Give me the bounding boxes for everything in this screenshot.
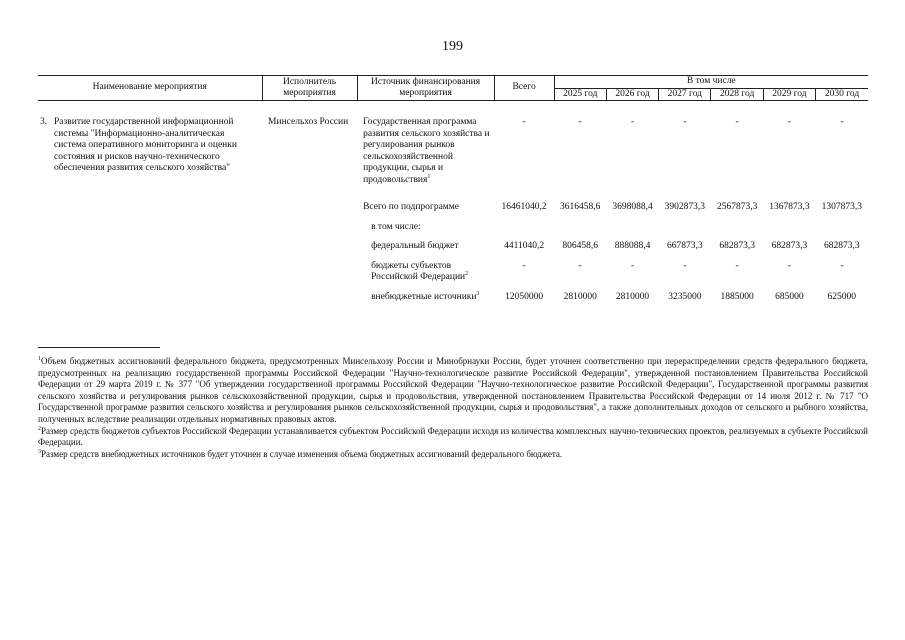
footnote-mark: 3 [38,448,41,455]
measure-year-value: - [630,117,635,127]
table-row-including [38,214,868,234]
table-header [38,76,868,101]
federal-year-value: 806458,6 [562,241,599,251]
regional-year-value: - [630,260,635,271]
footnote-mark: 2 [38,425,41,432]
federal-year-value: 682873,3 [771,241,808,251]
table-row-regional [38,253,868,284]
measure-index: 3. [40,117,48,127]
extrabudget-label-cell [357,284,494,304]
extrabudget-total: 12050000 [505,291,544,302]
header-total: Всего [494,76,554,101]
measure-name-cell [38,117,262,186]
footnote-text: Размер средств бюджетов субъектов Российской Федерации устанавливается субъектом Российской Федерации исходя из количества комплексных научно-технических проектов, реализуемых в субъекте Российской Федерации. [38,425,868,448]
regional-year-value: - [683,260,687,271]
table-row-extrabudget [38,284,868,304]
footnotes [38,356,868,460]
footnote-ref: 3 [476,290,480,297]
measure-year-value: - [735,117,739,127]
header-source: Источник финансирования мероприятия [357,76,494,101]
federal-total: 4411040,2 [504,241,545,251]
measure-name: Развитие государственной информационной системы "Информационно-аналитическая система оперативного мониторинга и оценки состояния и рисков научно-технического обеспечения развития сельского хозяйства" [54,117,237,173]
regional-year-value: - [840,260,844,271]
extrabudget-year-value: 2810000 [563,291,597,302]
regional-label-cell [357,253,494,284]
header-including: В том числе [554,76,868,89]
footnote-ref: 2 [465,270,469,277]
table-row-federal [38,233,868,253]
federal-year-value: 888088,4 [614,241,651,251]
subprogram-year-value: 3902873,3 [664,202,706,212]
extrabudget-year-value: 2810000 [615,291,650,302]
including-label: в том числе: [371,221,421,232]
header-year: 2029 год [763,88,815,101]
regional-year-value: - [787,260,792,271]
table-row-subprogram-total [38,186,868,214]
federal-label: федеральный бюджет [371,241,459,251]
table-body [38,101,868,304]
footnote-text: Размер средств внебюджетных источников будет уточнен в случае изменения объема бюджетных ассигнований федерального бюджета. [41,448,563,459]
measure-year-value: - [578,117,582,127]
table-row [38,117,868,186]
measure-executor: Минсельхоз России [268,117,349,127]
extrabudget-year-value: 3235000 [668,291,702,302]
footnote [38,449,868,461]
header-name: Наименование мероприятия [38,76,262,101]
extrabudget-year-value: 1885000 [720,291,754,302]
footnote-ref: 1 [427,173,431,180]
funding-table-container [38,75,868,303]
federal-year-value: 682873,3 [719,241,755,251]
measure-source-cell [357,117,494,186]
federal-year-value: 667873,3 [667,241,703,251]
federal-year-value: 682873,3 [823,241,860,251]
page-number: 199 [442,39,463,54]
subprogram-year-value: 3616458,6 [560,202,601,212]
footnote-text: Объем бюджетных ассигнований федерального бюджета, предусмотренных Минсельхозу России и Минобрнауки России, будет уточнен соответственно при перераспределении средств федерального бюджета, предусмотренных на реализацию государственной программы Российской Федерации "Научно-технологическое развитие Российской Федерации", утвержденной постановлением Правительства Российской Федерации от 29 марта 2019 г. № 377 "Об утверждении государственной программы Российской Федерации "Научно-технологическое развитие Российской Федерации", Государственной программы развития сельского хозяйства и регулирования рынков сельскохозяйственной продукции, сырья и продовольствия, утвержденной постановлением Правительства Российской Федерации от 14 июля 2012 г. № 717 "О Государственной программе развития сельского хозяйства и регулирования рынков сельскохозяйственной продукции, сырья и продовольствия", а также дополнительных доходов от сельского и рыбного хозяйства, полученных вследствие реализации отдельных нормативных правовых актов. [38,356,868,424]
subprogram-year-value: 2567873,3 [716,202,758,212]
subprogram-year-value: 1307873,3 [821,202,862,212]
header-year: 2025 год [554,88,606,101]
extrabudget-label: внебюджетные источники [371,291,477,302]
measure-year-value: - [683,117,687,127]
regional-year-value: - [735,260,739,271]
regional-total: - [522,260,526,271]
subprogram-total-label: Всего по подпрограмме [363,202,460,212]
subprogram-total-value: 16461040,2 [501,202,547,212]
subprogram-year-value: 1367873,3 [769,202,810,212]
extrabudget-year-value: 685000 [775,291,804,302]
footnote [38,426,868,449]
header-year: 2028 год [711,88,763,101]
footnote-divider [38,347,160,348]
footnote [38,356,868,426]
header-executor: Исполнитель мероприятия [262,76,357,101]
header-year: 2026 год [606,88,658,101]
regional-label: бюджеты субъектов Российской Федерации [371,260,466,282]
measure-total: - [522,117,526,127]
measure-source: Государственная программа развития сельского хозяйства и регулирования рынков сельскохозяйственной продукции, сырья и продовольствия [363,117,490,185]
funding-table [38,75,868,303]
regional-year-value: - [578,260,582,271]
measure-year-value: - [840,117,844,127]
footnote-mark: 1 [38,356,41,362]
subprogram-year-value: 3698088,4 [612,202,653,212]
measure-year-value: - [787,117,792,127]
header-year: 2030 год [816,88,868,101]
extrabudget-year-value: 625000 [827,291,857,302]
header-year: 2027 год [659,88,711,101]
